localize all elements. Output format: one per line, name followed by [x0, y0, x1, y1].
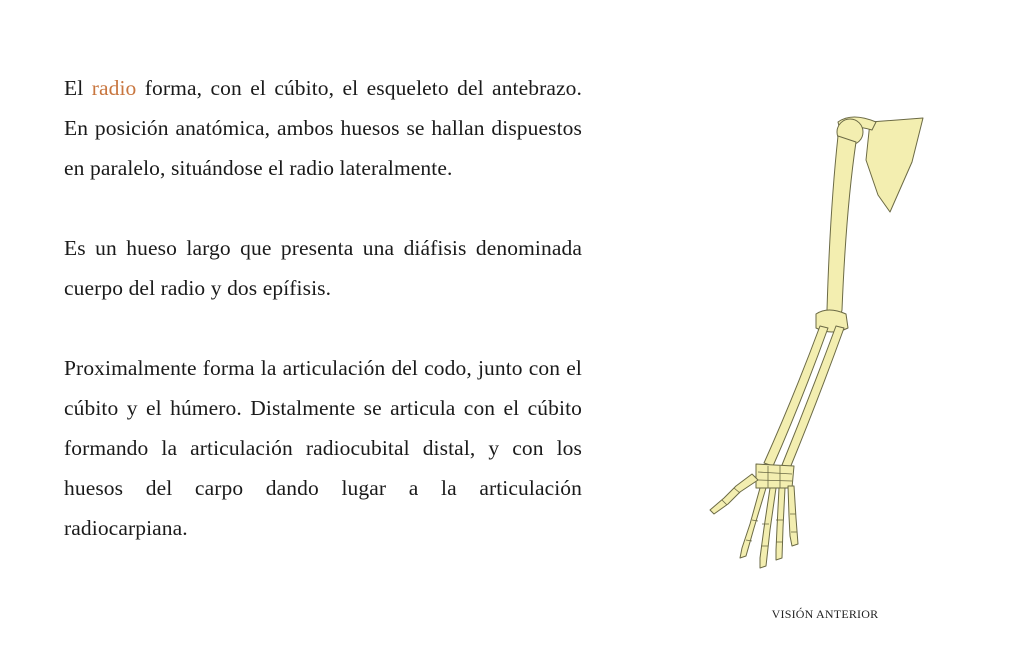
finger-little [788, 486, 798, 546]
paragraph-1 [64, 68, 582, 188]
radio-highlight: radio [91, 76, 137, 100]
thumb [710, 474, 758, 514]
arm-skeleton-illustration [690, 100, 940, 590]
finger-ring [776, 488, 785, 560]
paragraph-2 [64, 228, 582, 308]
figure-caption: VISIÓN ANTERIOR [771, 607, 879, 621]
scapula [866, 118, 923, 212]
paragraph-3-text: Proximalmente forma la articulación del codo, junto con el cúbito y el húmero. Distalmente se articula con el cúbito formando la articulación radiocubital distal, y con los huesos del carpo dando lugar a la articulación radiocarpiana. [64, 356, 582, 540]
arm-skeleton-figure [690, 100, 940, 590]
carpus [756, 464, 794, 488]
paragraph-3 [64, 348, 582, 548]
paragraph-2-text: Es un hueso largo que presenta una diáfisis denominada cuerpo del radio y dos epífisis. [64, 236, 582, 300]
humerus [821, 136, 856, 318]
paragraph-1-part-1: El [64, 76, 92, 100]
paragraph-1-part-3: forma, con el cúbito, el esqueleto del antebrazo. En posición anatómica, ambos huesos se hallan dispuestos en paralelo, situándose el radio lateralmente. [64, 76, 582, 180]
text-column [64, 68, 582, 588]
